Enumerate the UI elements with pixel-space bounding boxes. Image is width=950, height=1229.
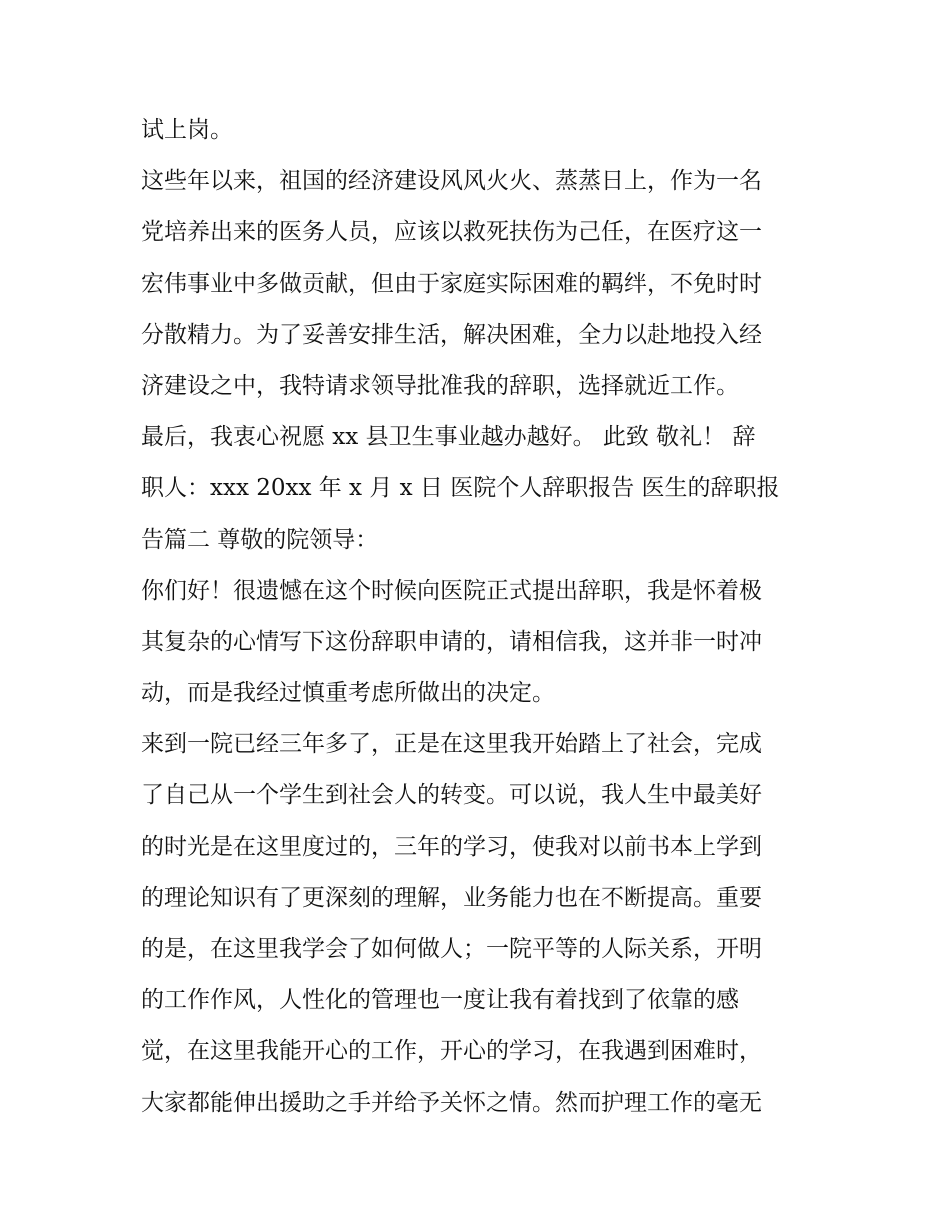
text-line: 济建设之中，我特请求领导批准我的辞职，选择就近工作。 [141, 372, 739, 399]
text-line: 大家都能伸出援助之手并给予关怀之情。然而护理工作的毫无 [141, 1089, 762, 1116]
text-line: 告篇二 尊敬的院领导： [141, 526, 379, 553]
text-line: 的是，在这里我学会了如何做人；一院平等的人际关系，开明 [141, 936, 762, 962]
text-line: 的时光是在这里度过的，三年的学习，使我对以前书本上学到 [141, 833, 762, 860]
text-line: 宏伟事业中多做贡献，但由于家庭实际困难的羁绊，不免时时 [141, 270, 762, 297]
text-line: 这些年以来，祖国的经济建设风风火火、蒸蒸日上，作为一名 [141, 168, 762, 195]
text-line: 你们好！很遗憾在这个时候向医院正式提出辞职，我是怀着极 [141, 577, 762, 604]
text-line: 动，而是我经过慎重考虑所做出的决定。 [141, 680, 555, 707]
text-line: 其复杂的心情写下这份辞职申请的，请相信我，这并非一时冲 [141, 628, 762, 655]
text-line: 试上岗。 [141, 117, 233, 143]
text-line: 觉，在这里我能开心的工作，开心的学习，在我遇到困难时， [141, 1038, 762, 1065]
text-line: 的工作作风，人性化的管理也一度让我有着找到了依靠的感 [141, 987, 739, 1014]
text-line: 党培养出来的医务人员，应该以救死扶伤为己任，在医疗这一 [141, 219, 762, 246]
text-line: 最后，我衷心祝愿 xx 县卫生事业越办越好。 此致 敬礼！ 辞 [141, 424, 756, 451]
text-line: 的理论知识有了更深刻的理解，业务能力也在不断提高。重要 [141, 884, 762, 911]
text-line: 了自己从一个学生到社会人的转变。可以说，我人生中最美好 [141, 782, 762, 809]
document-body [141, 105, 821, 1129]
text-line: 分散精力。为了妥善安排生活，解决困难，全力以赴地投入经 [141, 321, 762, 348]
text-line: 职人：xxx 20xx 年 x 月 x 日 医院个人辞职报告 医生的辞职报 [141, 475, 780, 502]
text-line: 来到一院已经三年多了，正是在这里我开始踏上了社会，完成 [141, 731, 762, 758]
